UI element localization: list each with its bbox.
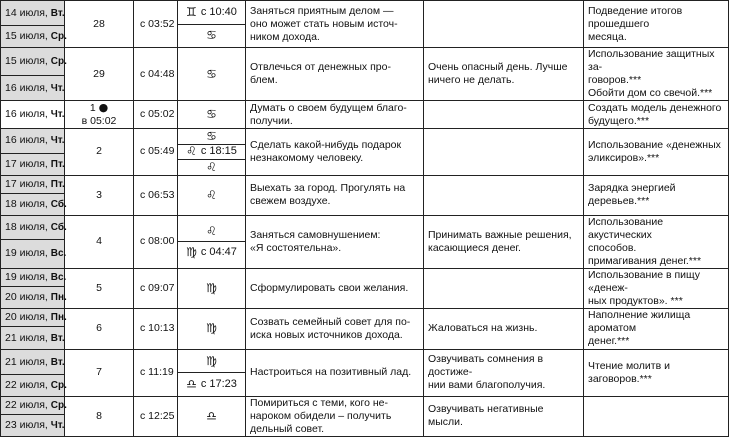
warning-cell bbox=[424, 129, 584, 176]
advice-cell: Заняться приятным делом — оно может стать новым источ- ником дохода. bbox=[246, 1, 424, 48]
zodiac-sign-icon: ♊ bbox=[186, 4, 197, 19]
date-cell bbox=[1, 101, 65, 129]
recommendation-cell: Зарядка энергией деревьев.*** bbox=[584, 175, 729, 215]
moonrise-cell: с 11:19 bbox=[134, 349, 178, 396]
zodiac-cell bbox=[178, 129, 246, 176]
weekday-text: Вс. bbox=[50, 248, 67, 260]
zodiac-line bbox=[178, 129, 245, 145]
date-cell bbox=[1, 375, 65, 397]
weekday-text: Ср. bbox=[50, 56, 67, 68]
zodiac-line bbox=[178, 160, 245, 175]
moonrise-cell: с 06:53 bbox=[134, 175, 178, 215]
zodiac-cell bbox=[178, 48, 246, 101]
date-text: 16 июля, bbox=[5, 81, 48, 94]
zodiac-sign-icon: ♋ bbox=[206, 107, 217, 121]
zodiac-line bbox=[178, 221, 245, 242]
table-row bbox=[1, 349, 729, 374]
lunar-day-cell: 7 bbox=[65, 349, 134, 396]
warning-cell bbox=[424, 268, 584, 308]
zodiac-time: с 04:47 bbox=[200, 245, 237, 258]
zodiac-line bbox=[178, 145, 245, 161]
date-cell bbox=[1, 1, 65, 26]
recommendation-cell: Наполнение жилища ароматом денег.*** bbox=[584, 308, 729, 349]
zodiac-sign-icon: ♍ bbox=[206, 321, 217, 336]
zodiac-sign-icon: ♋ bbox=[206, 28, 217, 43]
zodiac-sign-icon: ♋ bbox=[206, 128, 217, 143]
date-cell bbox=[1, 396, 65, 414]
zodiac-time: с 17:23 bbox=[200, 378, 237, 391]
zodiac-sign-icon: ♌ bbox=[206, 160, 217, 175]
weekday-text: Вт. bbox=[50, 356, 65, 368]
date-cell bbox=[1, 129, 65, 154]
weekday-text: Пн. bbox=[50, 292, 67, 304]
recommendation-cell: Использование акустических способов. примагивания денег.*** bbox=[584, 215, 729, 268]
lunar-day-number: 1 bbox=[89, 102, 96, 114]
zodiac-time: с 10:40 bbox=[200, 5, 237, 18]
advice-cell: Заняться самовнушением: «Я состоятельна». bbox=[246, 215, 424, 268]
date-text: 17 июля, bbox=[5, 178, 48, 191]
moonrise-cell: с 05:02 bbox=[134, 101, 178, 129]
weekday-text: Чт. bbox=[50, 82, 65, 94]
weekday-text: Пт. bbox=[50, 158, 65, 170]
new-moon-icon: ● bbox=[98, 101, 109, 114]
recommendation-cell: Использование «денежных эликсиров».*** bbox=[584, 129, 729, 176]
zodiac-line bbox=[178, 309, 245, 349]
date-cell bbox=[1, 327, 65, 350]
advice-cell: Сформулировать свои желания. bbox=[246, 268, 424, 308]
advice-cell: Помириться с теми, кого не- нароком обидели – получить дельный совет. bbox=[246, 396, 424, 436]
date-cell bbox=[1, 268, 65, 286]
table-row bbox=[1, 101, 729, 129]
weekday-text: Пн. bbox=[50, 312, 67, 324]
date-cell bbox=[1, 215, 65, 239]
advice-cell: Выехать за город. Прогулять на свежем воздухе. bbox=[246, 175, 424, 215]
zodiac-cell bbox=[178, 349, 246, 396]
recommendation-cell: Использование защитных за- говоров.*** Обойти дом со свечой.*** bbox=[584, 48, 729, 101]
zodiac-time: с 18:15 bbox=[200, 145, 237, 158]
lunar-day-cell: 3 bbox=[65, 175, 134, 215]
warning-cell: Очень опасный день. Лучше ничего не делать. bbox=[424, 48, 584, 101]
zodiac-sign-icon: ♍ bbox=[206, 353, 217, 368]
date-text: 21 июля, bbox=[5, 331, 48, 344]
weekday-text: Вс. bbox=[50, 272, 67, 284]
table-row bbox=[1, 175, 729, 193]
zodiac-cell bbox=[178, 1, 246, 48]
date-cell bbox=[1, 76, 65, 101]
zodiac-line bbox=[178, 52, 245, 97]
lunar-day-cell bbox=[65, 101, 134, 129]
zodiac-line bbox=[178, 373, 245, 396]
warning-cell bbox=[424, 1, 584, 48]
table-row bbox=[1, 268, 729, 286]
zodiac-cell bbox=[178, 268, 246, 308]
lunar-day-cell: 4 bbox=[65, 215, 134, 268]
zodiac-line bbox=[178, 1, 245, 25]
zodiac-sign-icon: ♌ bbox=[186, 144, 197, 159]
date-text: 22 июля, bbox=[5, 399, 48, 412]
weekday-text: Ср. bbox=[50, 380, 67, 391]
date-text: 19 июля, bbox=[5, 247, 48, 260]
table-row bbox=[1, 129, 729, 154]
moonrise-cell: с 12:25 bbox=[134, 396, 178, 436]
weekday-text: Чт. bbox=[50, 420, 65, 432]
date-text: 22 июля, bbox=[5, 379, 48, 391]
weekday-text: Вт. bbox=[50, 7, 65, 19]
advice-cell: Сделать какой-нибудь подарок незнакомому человеку. bbox=[246, 129, 424, 176]
advice-cell: Созвать семейный совет для по- иска новых источников дохода. bbox=[246, 308, 424, 349]
lunar-day-line bbox=[69, 101, 129, 115]
zodiac-cell bbox=[178, 308, 246, 349]
zodiac-line bbox=[178, 176, 245, 215]
weekday-text: Сб. bbox=[50, 199, 67, 211]
date-text: 18 июля, bbox=[5, 198, 48, 211]
date-cell bbox=[1, 415, 65, 437]
date-text: 17 июля, bbox=[5, 157, 48, 170]
zodiac-line bbox=[178, 25, 245, 48]
lunar-day-time: в 05:02 bbox=[81, 115, 117, 127]
moonrise-cell: с 05:49 bbox=[134, 129, 178, 176]
zodiac-line bbox=[178, 397, 245, 436]
zodiac-sign-icon: ♌ bbox=[206, 223, 217, 238]
date-cell bbox=[1, 239, 65, 268]
lunar-day-cell: 29 bbox=[65, 48, 134, 101]
date-text: 20 июля, bbox=[5, 291, 48, 304]
table-row bbox=[1, 215, 729, 239]
lunar-day-cell: 8 bbox=[65, 396, 134, 436]
recommendation-cell: Подведение итогов прошедшего месяца. bbox=[584, 1, 729, 48]
advice-cell: Настроиться на позитивный лад. bbox=[246, 349, 424, 396]
table-row bbox=[1, 396, 729, 414]
zodiac-sign-icon: ♎ bbox=[206, 408, 217, 423]
zodiac-cell bbox=[178, 396, 246, 436]
table-row bbox=[1, 48, 729, 76]
weekday-text: Ср. bbox=[50, 400, 67, 412]
date-cell bbox=[1, 287, 65, 309]
date-cell bbox=[1, 153, 65, 175]
date-text: 15 июля, bbox=[5, 55, 48, 68]
zodiac-line bbox=[178, 350, 245, 374]
advice-cell: Думать о своем будущем благо- получии. bbox=[246, 101, 424, 129]
zodiac-sign-icon: ♍ bbox=[186, 244, 197, 259]
date-text: 20 июля, bbox=[5, 311, 48, 324]
recommendation-cell: Создать модель денежного будущего.*** bbox=[584, 101, 729, 129]
zodiac-sign-icon: ♎ bbox=[186, 377, 197, 392]
date-text: 18 июля, bbox=[5, 220, 48, 233]
zodiac-cell bbox=[178, 175, 246, 215]
date-text: 15 июля, bbox=[5, 30, 48, 43]
date-text: 16 июля, bbox=[5, 134, 48, 147]
moonrise-cell: с 08:00 bbox=[134, 215, 178, 268]
recommendation-cell: Использование в пищу «денеж- ных продуктов». *** bbox=[584, 268, 729, 308]
lunar-day-cell: 6 bbox=[65, 308, 134, 349]
warning-cell: Принимать важные решения, касающиеся денег. bbox=[424, 215, 584, 268]
date-text: 21 июля, bbox=[5, 355, 48, 368]
zodiac-sign-icon: ♌ bbox=[206, 187, 217, 202]
advice-cell: Отвлечься от денежных про- блем. bbox=[246, 48, 424, 101]
zodiac-line bbox=[178, 269, 245, 308]
weekday-text: Вт. bbox=[50, 332, 65, 344]
date-text: 14 июля, bbox=[5, 6, 48, 19]
moonrise-cell: с 09:07 bbox=[134, 268, 178, 308]
warning-cell: Озвучивать сомнения в достиже- нии вами благополучия. bbox=[424, 349, 584, 396]
zodiac-line bbox=[178, 242, 245, 262]
moonrise-cell: с 03:52 bbox=[134, 1, 178, 48]
lunar-day-cell: 5 bbox=[65, 268, 134, 308]
zodiac-cell bbox=[178, 101, 246, 129]
date-text: 19 июля, bbox=[5, 271, 48, 284]
date-cell bbox=[1, 48, 65, 76]
warning-cell bbox=[424, 175, 584, 215]
table-row bbox=[1, 1, 729, 26]
moonrise-cell: с 10:13 bbox=[134, 308, 178, 349]
warning-cell: Озвучивать негативные мысли. bbox=[424, 396, 584, 436]
date-text: 16 июля, bbox=[5, 108, 48, 120]
weekday-text: Чт. bbox=[50, 109, 65, 120]
date-cell bbox=[1, 26, 65, 48]
warning-cell: Жаловаться на жизнь. bbox=[424, 308, 584, 349]
weekday-text: Чт. bbox=[50, 135, 65, 147]
zodiac-cell bbox=[178, 215, 246, 268]
recommendation-cell: Чтение молитв и заговоров.*** bbox=[584, 349, 729, 396]
date-cell bbox=[1, 194, 65, 216]
lunar-day-cell: 2 bbox=[65, 129, 134, 176]
moonrise-cell: с 04:48 bbox=[134, 48, 178, 101]
warning-cell bbox=[424, 101, 584, 129]
recommendation-cell bbox=[584, 396, 729, 436]
weekday-text: Сб. bbox=[50, 221, 67, 233]
table-row bbox=[1, 308, 729, 326]
weekday-text: Ср. bbox=[50, 31, 67, 43]
date-text: 23 июля, bbox=[5, 419, 48, 432]
lunar-day-cell: 28 bbox=[65, 1, 134, 48]
zodiac-line bbox=[178, 101, 245, 128]
zodiac-sign-icon: ♋ bbox=[206, 66, 217, 81]
date-cell bbox=[1, 175, 65, 193]
zodiac-sign-icon: ♍ bbox=[206, 280, 217, 295]
date-cell bbox=[1, 308, 65, 326]
weekday-text: Пт. bbox=[50, 179, 65, 191]
date-cell bbox=[1, 349, 65, 374]
